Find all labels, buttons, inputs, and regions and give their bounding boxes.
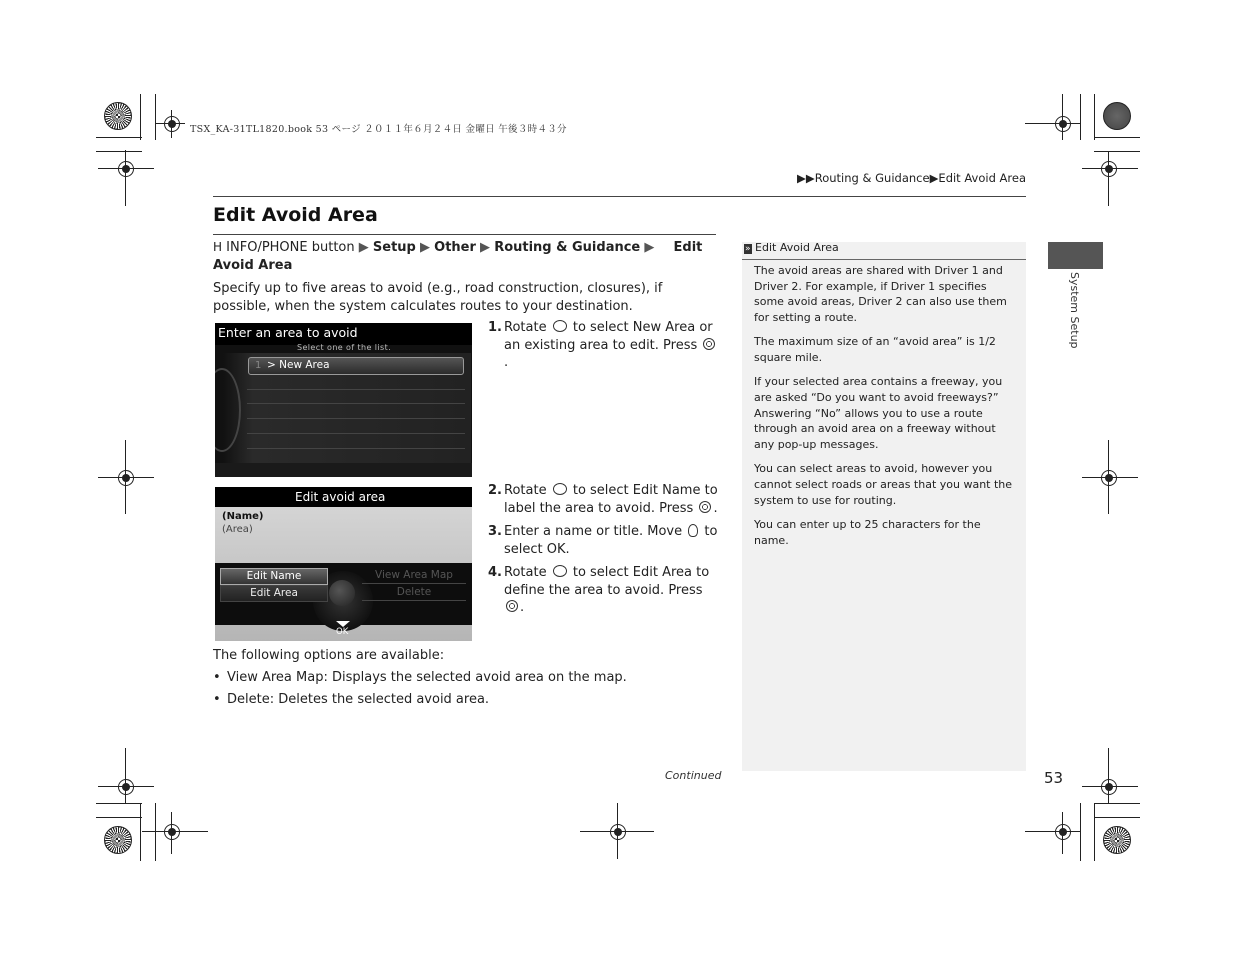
breadcrumb-arrows-icon: ▶▶ xyxy=(797,171,815,185)
nav-arrow-icon: ▶ xyxy=(420,240,431,255)
sidebar-paragraph: The avoid areas are shared with Driver 1 and Driver 2. For example, if Driver 1 specifies some avoid areas, Driver 2 can also use them for setting a route. xyxy=(754,264,1007,325)
step-text: or an existing area to edit. Press xyxy=(504,320,713,353)
breadcrumb xyxy=(797,171,1026,185)
sidebar-paragraph: You can enter up to 25 characters for the name. xyxy=(754,517,981,547)
sidebar-notes xyxy=(742,242,1026,771)
list-item xyxy=(227,691,718,709)
step-number: 4. xyxy=(488,565,502,580)
nav-arrow-icon: ▶ xyxy=(358,240,369,255)
enter-press-icon xyxy=(703,338,715,350)
registration-star-icon xyxy=(1103,102,1131,130)
options-lead: The following options are available: xyxy=(213,648,445,663)
nav-path-item: Setup xyxy=(372,240,416,255)
step-text: . xyxy=(713,500,718,516)
registration-target-icon xyxy=(1055,824,1071,840)
step-text: Enter a name or title. Move xyxy=(504,524,683,539)
step-item xyxy=(488,564,718,617)
registration-target-icon xyxy=(164,116,180,132)
steps-group-2 xyxy=(488,482,718,623)
step-text: to label the area to avoid. Press xyxy=(504,483,718,516)
knob-icon xyxy=(329,580,355,606)
section-tab-text: System Setup xyxy=(1068,272,1081,349)
step-text: to select xyxy=(572,320,629,335)
delete-button[interactable]: Delete xyxy=(362,585,466,601)
steps-group-1 xyxy=(488,319,718,378)
registration-target-icon xyxy=(1101,779,1117,795)
list-item-label: > New Area xyxy=(267,359,330,371)
options-list xyxy=(213,647,718,714)
view-area-map-button[interactable]: View Area Map xyxy=(362,568,466,584)
registration-star-icon xyxy=(104,102,132,130)
option-term: Delete xyxy=(227,692,270,707)
ok-label: OK xyxy=(336,627,349,637)
screen-subheader: Select one of the list. xyxy=(297,343,392,352)
nav-path-item: Other xyxy=(434,240,476,255)
intro-paragraph: Specify up to five areas to avoid (e.g., road construction, closures), if possible, when the system calculates routes to your destination. xyxy=(213,281,663,314)
registration-target-icon xyxy=(118,161,134,177)
edit-area-button[interactable]: Edit Area xyxy=(220,585,328,602)
sidebar-heading-text: Edit Avoid Area xyxy=(755,241,839,254)
step-option: OK xyxy=(546,541,566,557)
enter-press-icon xyxy=(506,600,518,612)
step-text: . xyxy=(504,355,509,370)
area-field: (Area) xyxy=(222,524,253,535)
interface-dial-icon xyxy=(553,565,567,577)
step-text: . xyxy=(520,600,525,615)
step-text: Rotate xyxy=(504,483,547,498)
screen-edit-avoid-area xyxy=(215,487,472,641)
registration-target-icon xyxy=(610,824,626,840)
breadcrumb-current: Edit Avoid Area xyxy=(938,171,1026,185)
step-number: 3. xyxy=(488,524,502,539)
print-info-line: TSX_KA-31TL1820.book 53 ページ ２０１１年６月２４日 金曜日 午後３時４３分 xyxy=(190,124,567,135)
interface-dial-icon xyxy=(553,320,567,332)
edit-name-button[interactable]: Edit Name xyxy=(220,568,328,585)
sidebar-paragraph: You can select areas to avoid, however you cannot select roads or areas that you want the system to use for routing. xyxy=(754,462,1013,507)
registration-target-icon xyxy=(164,824,180,840)
interface-dial-icon xyxy=(553,483,567,495)
page-number: 53 xyxy=(1044,769,1064,787)
step-text: to select xyxy=(504,524,718,557)
option-term: View Area Map xyxy=(227,669,324,685)
registration-star-icon xyxy=(104,826,132,854)
breadcrumb-arrow-icon: ▶ xyxy=(929,171,939,185)
section-tab-label xyxy=(1045,270,1081,350)
step-text: to select xyxy=(572,483,629,498)
nav-arrow-icon: ▶ xyxy=(480,240,491,255)
nav-arrow-icon: ▶ xyxy=(644,240,655,255)
step-number: 1. xyxy=(488,320,502,335)
step-item xyxy=(488,482,718,517)
screen-header: Enter an area to avoid xyxy=(218,325,358,340)
step-option: Edit Name xyxy=(632,483,701,498)
title-rule xyxy=(213,234,716,235)
registration-target-icon xyxy=(1101,470,1117,486)
list-item xyxy=(227,669,718,687)
move-down-icon xyxy=(688,524,698,537)
step-text: to select xyxy=(572,565,629,580)
step-text: Rotate xyxy=(504,320,547,335)
option-desc: : Displays the selected avoid area on the map. xyxy=(323,669,627,685)
reference-icon: » xyxy=(745,244,751,254)
nav-path-start: INFO/PHONE button xyxy=(226,240,355,255)
registration-target-icon xyxy=(1055,116,1071,132)
step-text: to define the area to avoid. Press xyxy=(504,565,710,598)
step-number: 2. xyxy=(488,483,502,498)
enter-press-icon xyxy=(699,501,711,513)
page-title: Edit Avoid Area xyxy=(213,204,378,226)
screen-header: Edit avoid area xyxy=(295,490,386,504)
step-item xyxy=(488,523,718,558)
registration-target-icon xyxy=(118,779,134,795)
section-tab xyxy=(1048,242,1103,269)
registration-target-icon xyxy=(1101,161,1117,177)
step-option: Edit Area xyxy=(632,565,693,580)
sidebar-paragraph: The maximum size of an “avoid area” is 1/2 square mile. xyxy=(754,335,996,365)
registration-target-icon xyxy=(118,470,134,486)
nav-path xyxy=(213,239,718,274)
step-item xyxy=(488,319,718,372)
breadcrumb-section-link[interactable]: Routing & Guidance xyxy=(814,171,930,185)
sidebar-paragraph: If your selected area contains a freeway, you are asked “Do you want to avoid freeways?” Answering “No” allows you to use a route through an avoid area on a freeway without any pop-up messages. xyxy=(754,375,1003,452)
home-icon: H xyxy=(213,240,223,254)
continued-label: Continued xyxy=(665,769,722,782)
name-field: (Name) xyxy=(222,511,264,522)
nav-path-item: Edit Avoid Area xyxy=(213,240,703,273)
step-option: New Area xyxy=(632,320,696,335)
step-text: . xyxy=(565,541,570,557)
nav-path-item: Routing & Guidance xyxy=(494,240,641,255)
registration-star-icon xyxy=(1103,826,1131,854)
step-text: Rotate xyxy=(504,565,547,580)
list-item-number: 1 xyxy=(255,360,262,371)
header-rule xyxy=(213,196,1026,197)
option-desc: : Deletes the selected avoid area. xyxy=(269,692,490,707)
sidebar-body xyxy=(754,263,1016,557)
screen-enter-area xyxy=(215,323,472,477)
sidebar-heading xyxy=(742,242,1026,260)
